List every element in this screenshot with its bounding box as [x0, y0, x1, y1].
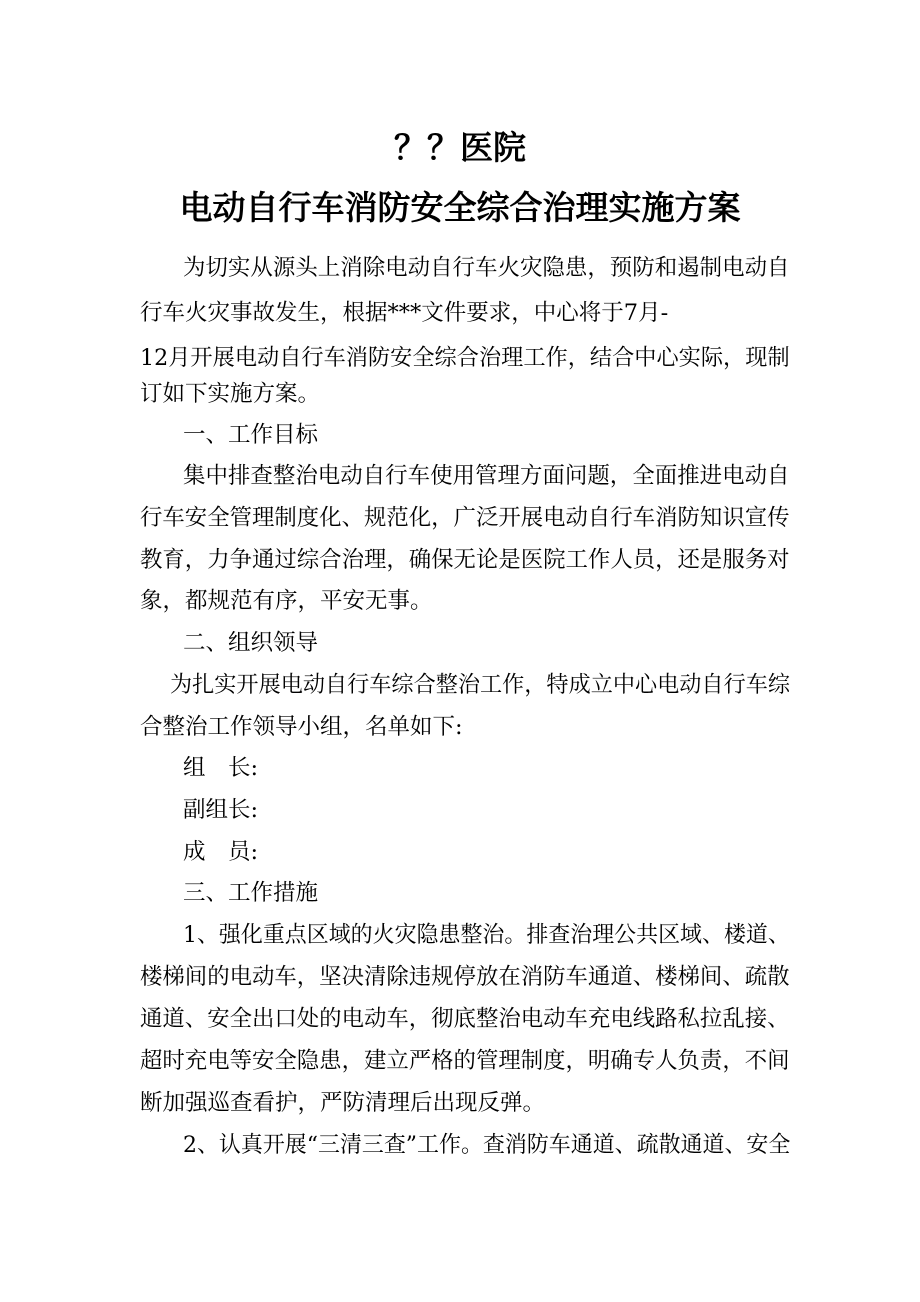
body-line: 楼梯间的电动车，坚决清除违规停放在消防车通道、楼梯间、疏散 [140, 964, 790, 990]
roster-leader: 组 长: [183, 755, 259, 781]
section-heading-measures: 三、工作措施 [183, 880, 319, 906]
body-line: 为扎实开展电动自行车综合整治工作，特成立中心电动自行车综 [170, 672, 791, 698]
body-line: 行车火灾事故发生，根据***文件要求，中心将于7月- [140, 300, 669, 326]
document-title-main: 电动自行车消防安全综合治理实施方案 [179, 188, 741, 227]
body-line: 订如下实施方案。 [140, 381, 321, 407]
roster-deputy-leader: 副组长: [183, 797, 259, 823]
body-line: 为切实从源头上消除电动自行车火灾隐患，预防和遏制电动自 [183, 255, 790, 281]
document-title-hospital: ？？医院 [394, 128, 526, 167]
body-line: 象，都规范有序，平安无事。 [140, 588, 433, 614]
body-line: 超时充电等安全隐患，建立严格的管理制度，明确专人负责，不间 [140, 1048, 790, 1074]
body-line: 12月开展电动自行车消防安全综合治理工作，结合中心实际，现制 [140, 345, 790, 371]
body-line: 2、认真开展“三清三查”工作。查消防车通道、疏散通道、安全 [183, 1132, 791, 1158]
body-line: 行车安全管理制度化、规范化，广泛开展电动自行车消防知识宣传 [140, 505, 790, 531]
body-line: 合整治工作领导小组，名单如下: [140, 714, 463, 740]
body-line: 断加强巡查看护，严防清理后出现反弹。 [140, 1090, 546, 1116]
roster-members: 成 员: [183, 839, 259, 865]
body-line: 通道、安全出口处的电动车，彻底整治电动车充电线路私拉乱接、 [140, 1006, 790, 1032]
section-heading-leadership: 二、组织领导 [183, 630, 319, 656]
section-heading-goals: 一、工作目标 [183, 422, 319, 448]
body-line: 1、强化重点区域的火灾隐患整治。排查治理公共区域、楼道、 [183, 922, 790, 948]
body-line: 教育，力争通过综合治理，确保无论是医院工作人员，还是服务对 [140, 547, 790, 573]
body-line: 集中排查整治电动自行车使用管理方面问题，全面推进电动自 [183, 463, 790, 489]
